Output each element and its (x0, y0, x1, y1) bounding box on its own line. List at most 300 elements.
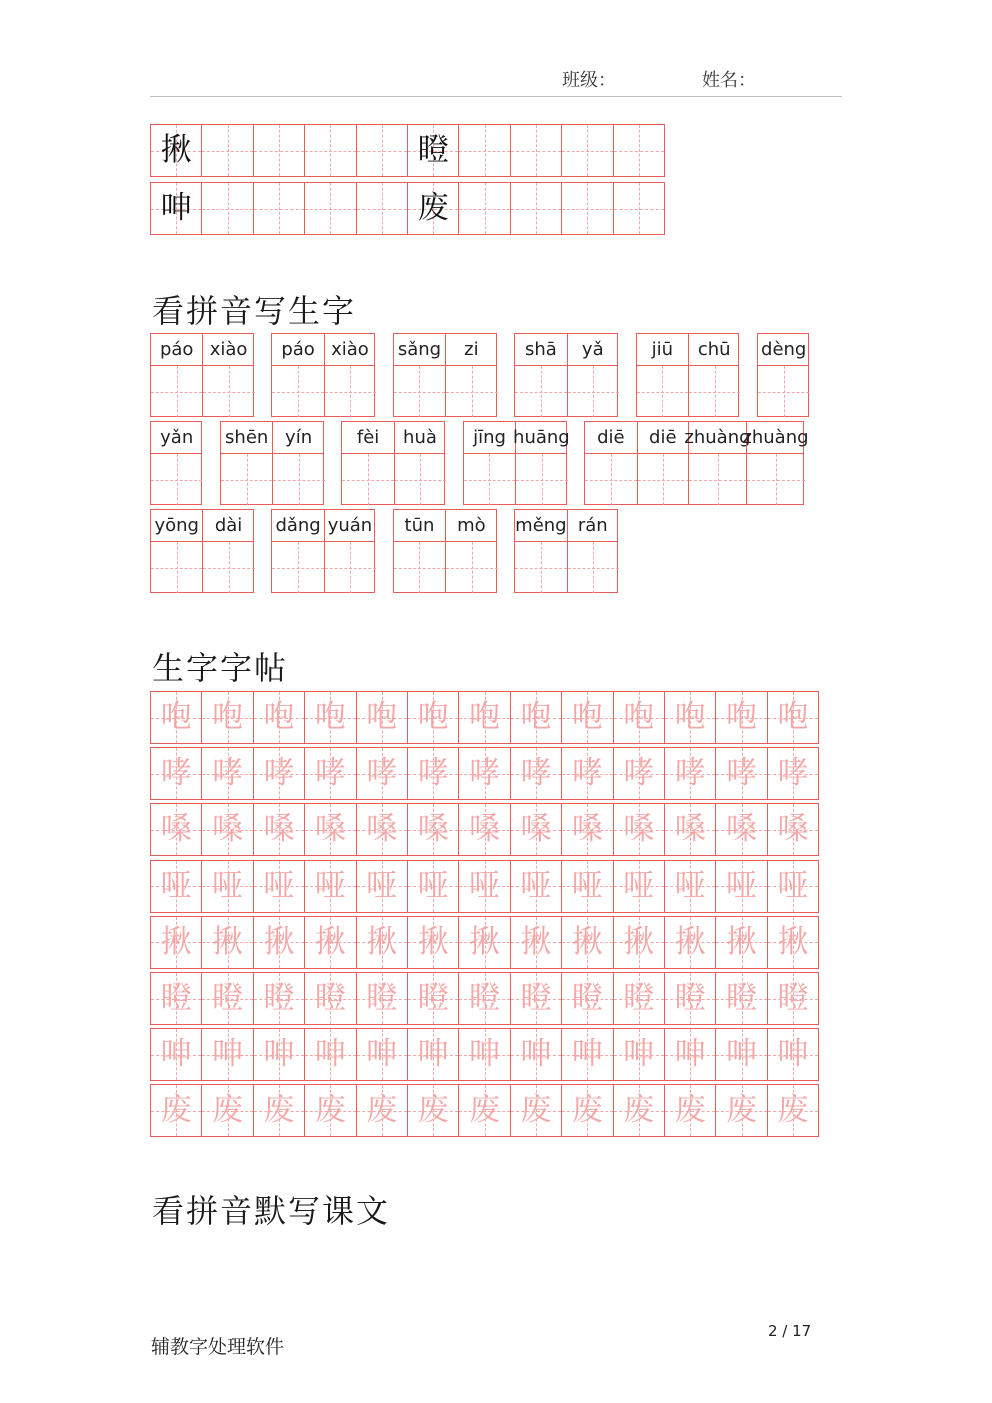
pinyin-word-box (757, 333, 809, 417)
guide-character: 瞪 (160, 980, 192, 1016)
guide-character: 呻 (263, 1036, 295, 1073)
guide-character: 瞪 (623, 980, 655, 1016)
guide-character: 哮 (160, 755, 192, 792)
answer-cell (637, 454, 689, 505)
guide-character: 嗓 (212, 811, 244, 848)
copybook-cell (715, 747, 767, 800)
guide-character: 哑 (212, 867, 244, 904)
guide-character: 揪 (777, 923, 809, 960)
guide-character: 咆 (366, 699, 398, 735)
copybook-cell (715, 1028, 767, 1081)
practice-cell (304, 124, 356, 177)
guide-character: 咆 (469, 699, 501, 735)
copybook-cell (664, 1028, 716, 1081)
pinyin-syllable: diē (637, 422, 688, 454)
answer-cell (394, 366, 445, 417)
answer-cell (567, 366, 619, 417)
guide-character: 哮 (623, 755, 655, 792)
copybook-cell (510, 860, 562, 913)
copybook-cell (715, 1084, 767, 1137)
guide-character: 咆 (726, 699, 758, 735)
guide-character: 咆 (674, 699, 706, 735)
answer-cell (515, 542, 566, 593)
header-divider (150, 96, 842, 97)
guide-character: 揪 (212, 923, 244, 960)
guide-character: 哮 (571, 755, 603, 792)
pinyin-word-box (463, 421, 570, 505)
guide-character: 瞪 (726, 980, 758, 1016)
guide-character: 呻 (571, 1036, 603, 1073)
pinyin-syllable: shā (515, 334, 566, 366)
copybook-cell (253, 803, 305, 856)
guide-character: 咆 (263, 699, 295, 735)
pinyin-word-box (514, 509, 618, 593)
copybook-cell (458, 916, 510, 969)
guide-character: 瞪 (674, 980, 706, 1016)
copybook-cell (150, 972, 202, 1025)
pinyin-syllable: jīng (464, 422, 515, 454)
copybook-cell (201, 972, 253, 1025)
practice-cell (253, 182, 305, 235)
pinyin-syllable: xiào (324, 334, 375, 366)
answer-cell (746, 454, 805, 505)
guide-character: 咆 (212, 699, 244, 735)
practice-cell (458, 124, 510, 177)
copybook-cell (510, 916, 562, 969)
name-label: 姓名： (702, 70, 756, 91)
copybook-cell (561, 916, 613, 969)
guide-character: 废 (469, 1092, 501, 1129)
guide-character: 废 (212, 1092, 244, 1129)
guide-character: 揪 (160, 923, 192, 960)
copybook-cell (253, 972, 305, 1025)
answer-cell (394, 542, 445, 593)
guide-character: 废 (160, 1092, 192, 1129)
answer-cell (272, 366, 323, 417)
copybook-cell (304, 803, 356, 856)
answer-cell (585, 454, 636, 505)
copybook-cell (356, 916, 408, 969)
practice-cell (561, 182, 613, 235)
guide-character: 瞪 (417, 980, 449, 1016)
guide-character: 嗓 (314, 811, 346, 848)
answer-cell (445, 542, 497, 593)
copybook-cell (510, 972, 562, 1025)
pinyin-syllable: yín (272, 422, 323, 454)
guide-character: 瞪 (366, 980, 398, 1016)
copybook-cell (356, 747, 408, 800)
pinyin-syllable: huāng (515, 422, 566, 454)
practice-cell (201, 182, 253, 235)
pinyin-syllable: sǎng (394, 334, 445, 366)
pinyin-word-box (150, 333, 254, 417)
answer-cell (272, 542, 323, 593)
guide-character: 嗓 (777, 811, 809, 848)
practice-cell (356, 124, 408, 177)
guide-character: 揪 (417, 923, 449, 960)
copybook-cell (767, 747, 819, 800)
answer-cell (342, 454, 393, 505)
copybook-cell (561, 1084, 613, 1137)
model-character: 废 (417, 190, 449, 226)
guide-character: 哑 (366, 867, 398, 904)
pinyin-syllable: huà (394, 422, 445, 454)
copybook-cell (715, 916, 767, 969)
practice-cell (356, 182, 408, 235)
copybook-cell (356, 972, 408, 1025)
copybook-cell (356, 803, 408, 856)
dictation-section-title: 看拼音默写课文 (152, 1192, 391, 1230)
copybook-cell (253, 691, 305, 744)
pinyin-syllable: yǎn (151, 422, 202, 454)
copybook-cell (150, 1028, 202, 1081)
copybook-cell (561, 860, 613, 913)
copybook-cell (356, 1084, 408, 1137)
copybook-cell (150, 803, 202, 856)
pinyin-syllable: páo (272, 334, 323, 366)
guide-character: 哑 (263, 867, 295, 904)
guide-character: 呻 (417, 1036, 449, 1073)
guide-character: 揪 (263, 923, 295, 960)
copybook-cell (458, 860, 510, 913)
guide-character: 咆 (623, 699, 655, 735)
guide-character: 瞪 (777, 980, 809, 1016)
guide-character: 哑 (623, 867, 655, 904)
answer-cell (445, 366, 497, 417)
pinyin-word-box (150, 421, 202, 505)
pinyin-word-box (341, 421, 445, 505)
copybook-cell (561, 691, 613, 744)
copybook-cell (664, 860, 716, 913)
copybook-cell (304, 916, 356, 969)
guide-character: 废 (366, 1092, 398, 1129)
class-label: 班级： (562, 70, 616, 91)
copybook-cell (201, 916, 253, 969)
copybook-cell (715, 691, 767, 744)
answer-cell (688, 366, 740, 417)
pinyin-word-box (393, 509, 497, 593)
page-number: 2 / 17 (768, 1322, 812, 1340)
guide-character: 咆 (417, 699, 449, 735)
pinyin-syllable: zi (445, 334, 496, 366)
copybook-cell (253, 1084, 305, 1137)
guide-character: 呻 (520, 1036, 552, 1073)
guide-character: 嗓 (160, 811, 192, 848)
practice-cell (458, 182, 510, 235)
guide-character: 揪 (726, 923, 758, 960)
answer-cell (758, 366, 809, 417)
pinyin-syllable: dài (202, 510, 253, 542)
copybook-section-title: 生字字帖 (152, 649, 289, 687)
answer-cell (515, 366, 566, 417)
copybook-cell (767, 1028, 819, 1081)
practice-cell (613, 124, 665, 177)
copybook-cell (150, 860, 202, 913)
guide-character: 揪 (366, 923, 398, 960)
pinyin-syllable: rán (567, 510, 618, 542)
guide-character: 咆 (314, 699, 346, 735)
guide-character: 嗓 (726, 811, 758, 848)
copybook-cell (715, 860, 767, 913)
copybook-cell (458, 803, 510, 856)
copybook-cell (201, 1028, 253, 1081)
guide-character: 哑 (469, 867, 501, 904)
practice-cell (304, 182, 356, 235)
copybook-cell (510, 691, 562, 744)
copybook-cell (150, 916, 202, 969)
guide-character: 哑 (726, 867, 758, 904)
copybook-cell (664, 803, 716, 856)
model-cell (150, 124, 202, 177)
pinyin-word-box (271, 509, 375, 593)
guide-character: 呻 (160, 1036, 192, 1073)
guide-character: 瞪 (571, 980, 603, 1016)
copybook-cell (767, 972, 819, 1025)
pinyin-word-box (584, 421, 809, 505)
answer-cell (202, 542, 254, 593)
copybook-cell (510, 1084, 562, 1137)
copybook-cell (510, 1028, 562, 1081)
practice-cell (253, 124, 305, 177)
guide-character: 揪 (623, 923, 655, 960)
copybook-cell (561, 803, 613, 856)
guide-character: 揪 (571, 923, 603, 960)
pinyin-syllable: páo (151, 334, 202, 366)
answer-cell (151, 366, 202, 417)
answer-cell (567, 542, 619, 593)
guide-character: 揪 (314, 923, 346, 960)
guide-character: 瞪 (520, 980, 552, 1016)
guide-character: 嗓 (674, 811, 706, 848)
copybook-cell (561, 972, 613, 1025)
copybook-cell (304, 972, 356, 1025)
copybook-cell (201, 803, 253, 856)
copybook-cell (304, 747, 356, 800)
guide-character: 哑 (160, 867, 192, 904)
guide-character: 咆 (160, 699, 192, 735)
guide-character: 呻 (314, 1036, 346, 1073)
pinyin-syllable: tūn (394, 510, 445, 542)
guide-character: 哑 (520, 867, 552, 904)
guide-character: 呻 (469, 1036, 501, 1073)
copybook-cell (561, 747, 613, 800)
copybook-cell (407, 747, 459, 800)
model-cell (407, 182, 459, 235)
guide-character: 嗓 (520, 811, 552, 848)
copybook-cell (613, 1028, 665, 1081)
answer-cell (688, 454, 747, 505)
answer-cell (637, 366, 688, 417)
pinyin-word-box (514, 333, 618, 417)
guide-character: 哑 (571, 867, 603, 904)
pinyin-syllable: yǎ (567, 334, 618, 366)
guide-character: 呻 (212, 1036, 244, 1073)
guide-character: 废 (623, 1092, 655, 1129)
copybook-cell (613, 747, 665, 800)
guide-character: 哮 (212, 755, 244, 792)
guide-character: 哮 (777, 755, 809, 792)
copybook-cell (561, 1028, 613, 1081)
model-cell (407, 124, 459, 177)
guide-character: 揪 (520, 923, 552, 960)
copybook-cell (407, 916, 459, 969)
copybook-cell (767, 916, 819, 969)
copybook-cell (458, 1084, 510, 1137)
answer-cell (464, 454, 515, 505)
copybook-cell (356, 1028, 408, 1081)
pinyin-syllable: dèng (758, 334, 809, 366)
guide-character: 废 (777, 1092, 809, 1129)
copybook-cell (201, 860, 253, 913)
guide-character: 哮 (314, 755, 346, 792)
copybook-cell (407, 860, 459, 913)
copybook-cell (715, 803, 767, 856)
guide-character: 哮 (366, 755, 398, 792)
pinyin-syllable: xiào (202, 334, 253, 366)
copybook-cell (767, 860, 819, 913)
practice-cell (613, 182, 665, 235)
guide-character: 呻 (726, 1036, 758, 1073)
copybook-cell (304, 1028, 356, 1081)
copybook-cell (253, 916, 305, 969)
guide-character: 瞪 (469, 980, 501, 1016)
copybook-cell (613, 972, 665, 1025)
copybook-cell (201, 691, 253, 744)
guide-character: 废 (674, 1092, 706, 1129)
copybook-cell (715, 972, 767, 1025)
answer-cell (272, 454, 324, 505)
copybook-cell (767, 691, 819, 744)
guide-character: 哮 (520, 755, 552, 792)
guide-character: 废 (726, 1092, 758, 1129)
footer-software-name: 辅教字处理软件 (151, 1336, 285, 1358)
pinyin-section-title: 看拼音写生字 (152, 292, 357, 330)
copybook-cell (458, 747, 510, 800)
guide-character: 哑 (674, 867, 706, 904)
pinyin-syllable: yōng (151, 510, 202, 542)
copybook-cell (613, 1084, 665, 1137)
guide-character: 哮 (674, 755, 706, 792)
guide-character: 哑 (417, 867, 449, 904)
copybook-cell (407, 1028, 459, 1081)
guide-character: 咆 (777, 699, 809, 735)
copybook-cell (767, 1084, 819, 1137)
copybook-cell (253, 860, 305, 913)
copybook-cell (664, 1084, 716, 1137)
copybook-cell (407, 691, 459, 744)
copybook-cell (407, 972, 459, 1025)
pinyin-word-box (636, 333, 740, 417)
guide-character: 嗓 (366, 811, 398, 848)
guide-character: 哑 (314, 867, 346, 904)
copybook-cell (458, 1028, 510, 1081)
answer-cell (324, 542, 376, 593)
guide-character: 废 (571, 1092, 603, 1129)
guide-character: 废 (263, 1092, 295, 1129)
practice-cell (510, 124, 562, 177)
copybook-cell (664, 691, 716, 744)
guide-character: 哮 (417, 755, 449, 792)
copybook-cell (150, 747, 202, 800)
copybook-cell (664, 916, 716, 969)
guide-character: 呻 (366, 1036, 398, 1073)
answer-cell (202, 366, 254, 417)
guide-character: 嗓 (571, 811, 603, 848)
pinyin-syllable: chū (688, 334, 739, 366)
pinyin-word-box (271, 333, 375, 417)
model-character: 瞪 (417, 132, 449, 168)
pinyin-syllable: mò (445, 510, 496, 542)
copybook-cell (356, 860, 408, 913)
answer-cell (151, 454, 202, 505)
guide-character: 呻 (674, 1036, 706, 1073)
copybook-cell (253, 1028, 305, 1081)
guide-character: 废 (520, 1092, 552, 1129)
guide-character: 哮 (726, 755, 758, 792)
copybook-cell (407, 1084, 459, 1137)
copybook-cell (150, 691, 202, 744)
answer-cell (151, 542, 202, 593)
copybook-cell (304, 860, 356, 913)
pinyin-syllable: shēn (221, 422, 272, 454)
guide-character: 嗓 (623, 811, 655, 848)
pinyin-syllable: fèi (342, 422, 393, 454)
copybook-cell (613, 860, 665, 913)
guide-character: 呻 (623, 1036, 655, 1073)
answer-cell (515, 454, 567, 505)
copybook-cell (767, 803, 819, 856)
pinyin-syllable: jiū (637, 334, 688, 366)
copybook-cell (356, 691, 408, 744)
copybook-cell (613, 916, 665, 969)
answer-cell (324, 366, 376, 417)
copybook-cell (201, 747, 253, 800)
guide-character: 嗓 (263, 811, 295, 848)
pinyin-syllable: zhuàng (688, 422, 746, 454)
guide-character: 废 (417, 1092, 449, 1129)
copybook-cell (510, 747, 562, 800)
guide-character: 嗓 (417, 811, 449, 848)
answer-cell (221, 454, 272, 505)
copybook-cell (458, 691, 510, 744)
guide-character: 嗓 (469, 811, 501, 848)
copybook-cell (664, 972, 716, 1025)
model-cell (150, 182, 202, 235)
pinyin-syllable: yuán (324, 510, 375, 542)
guide-character: 瞪 (314, 980, 346, 1016)
copybook-cell (613, 691, 665, 744)
pinyin-word-box (150, 509, 254, 593)
guide-character: 揪 (469, 923, 501, 960)
copybook-cell (613, 803, 665, 856)
copybook-cell (304, 1084, 356, 1137)
guide-character: 呻 (777, 1036, 809, 1073)
pinyin-syllable: měng (515, 510, 566, 542)
guide-character: 瞪 (263, 980, 295, 1016)
pinyin-word-box (393, 333, 497, 417)
model-character: 揪 (160, 132, 192, 168)
pinyin-syllable: diē (585, 422, 636, 454)
copybook-cell (201, 1084, 253, 1137)
copybook-cell (150, 1084, 202, 1137)
guide-character: 揪 (674, 923, 706, 960)
guide-character: 瞪 (212, 980, 244, 1016)
pinyin-syllable: zhuàng (746, 422, 804, 454)
copybook-cell (458, 972, 510, 1025)
practice-cell (510, 182, 562, 235)
guide-character: 废 (314, 1092, 346, 1129)
copybook-cell (304, 691, 356, 744)
